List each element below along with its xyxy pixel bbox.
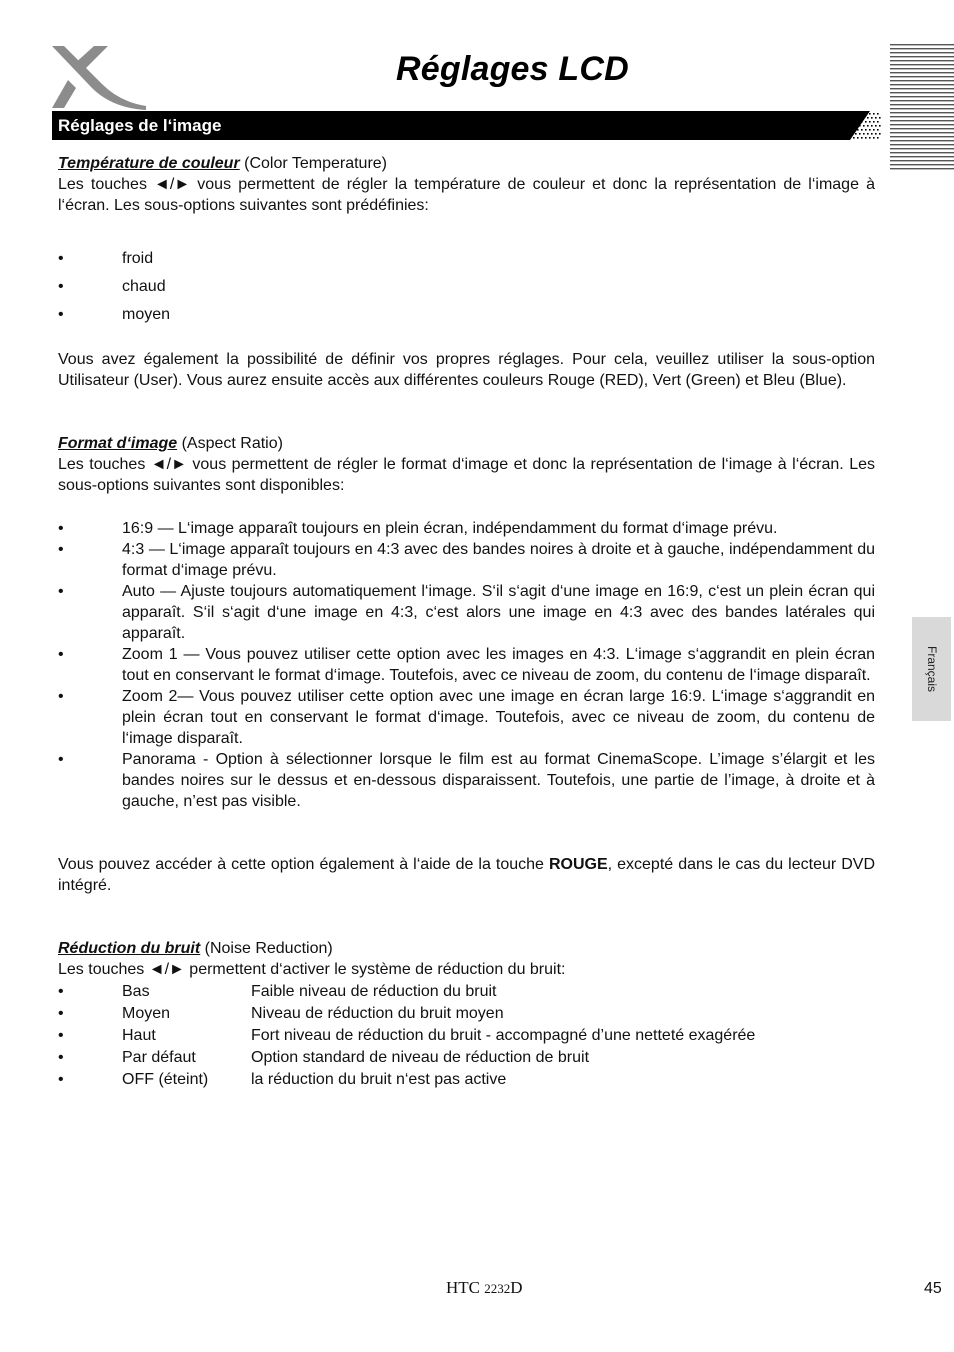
bullet-icon: •: [58, 1027, 64, 1044]
section-title: Réglages de l‘image: [58, 116, 222, 135]
color-temp-heading: [58, 153, 875, 174]
color-temp-subtitle: (Color Temperature): [239, 155, 387, 172]
noise-intro: Les touches ◄/► permettent d‘activer le système de réduction du bruit:: [58, 961, 566, 978]
page-number: 45: [924, 1280, 942, 1297]
section-header-bar: [52, 111, 882, 140]
aspect-subtitle: (Aspect Ratio): [177, 435, 283, 452]
bullet-icon: •: [58, 520, 64, 537]
bullet-icon: •: [58, 688, 64, 705]
page-title: Réglages LCD: [396, 50, 629, 88]
list-item: • OFF (éteint) la réduction du bruit n‘est pas active: [58, 1069, 875, 1091]
color-temp-intro: Les touches ◄/► vous permettent de régler la température de couleur et donc la représentation de l‘image à l‘écran. Les sous-options suivantes sont prédéfinies:: [58, 176, 875, 214]
aspect-title: Format d‘image: [58, 435, 178, 452]
footer-model: HTC 2232D: [446, 1278, 523, 1297]
color-temp-note: Vous avez également la possibilité de définir vos propres réglages. Pour cela, veuillez utiliser la sous-option Utilisateur (User). Vous aurez ensuite accès aux différentes couleurs Rouge (RED), Vert (Green) et Bleu (Blue).: [58, 351, 875, 389]
noise-subtitle: (Noise Reduction): [200, 940, 333, 957]
bullet-icon: •: [58, 541, 64, 558]
bullet-icon: •: [58, 646, 64, 663]
language-tab: [912, 617, 951, 721]
hatch-pattern: [840, 111, 882, 140]
noise-options: [58, 981, 875, 1091]
bullet-icon: •: [58, 983, 64, 1000]
bullet-icon: •: [58, 1071, 64, 1088]
list-item: • Zoom 1 — Vous pouvez utiliser cette option avec les images en 4:3. L‘image s‘aggrandit en plein écran tout en conservant le format d‘image. Toutefois, avec ce niveau de zoom, du contenu de l‘image disparaît.: [58, 646, 875, 684]
main-content: [58, 153, 875, 1091]
bullet-icon: •: [58, 751, 64, 768]
aspect-options: [58, 518, 875, 812]
list-item: • chaud: [58, 273, 875, 301]
list-item: • 16:9 — L‘image apparaît toujours en plein écran, indépendamment du format d‘image prévu.: [58, 520, 778, 537]
list-item: • moyen: [58, 301, 875, 329]
list-item: • Zoom 2— Vous pouvez utiliser cette option avec une image en écran large 16:9. L‘image s‘aggrandit en plein écran tout en conservant le format d‘image. Toutefois, avec ce niveau de zoom, du contenu de l‘image disparaît.: [58, 688, 875, 747]
color-temp-options: [58, 245, 875, 329]
bullet-icon: •: [58, 1049, 64, 1066]
bullet-icon: •: [58, 278, 64, 295]
brand-logo-x: [50, 44, 148, 110]
list-item: • Panorama - Option à sélectionner lorsque le film est au format CinemaScope. L’image s’élargit et les bandes noires sur le dessus et en-dessous disparaissent. Toutefois, une partie de l’image, à droite et à gauche, n’est pas visible.: [58, 751, 875, 810]
noise-title: Réduction du bruit: [58, 940, 201, 957]
aspect-note: Vous pouvez accéder à cette option également à l‘aide de la touche ROUGE, excepté dans le cas du lecteur DVD intégré.: [58, 856, 876, 894]
language-label: Français: [924, 645, 939, 693]
bullet-icon: •: [58, 583, 64, 600]
red-key-label: ROUGE: [548, 856, 608, 873]
decorative-stripes: [890, 44, 954, 172]
list-item: • Par défaut Option standard de niveau de réduction de bruit: [58, 1047, 875, 1069]
list-item: • Haut Fort niveau de réduction du bruit - accompagné d’une netteté exagérée: [58, 1025, 875, 1047]
bullet-icon: •: [58, 1005, 64, 1022]
noise-heading: [58, 938, 875, 959]
list-item: • 4:3 — L‘image apparaît toujours en 4:3 avec des bandes noires à droite et à gauche, indépendamment du format d‘image prévu.: [58, 541, 875, 579]
list-item: • froid: [58, 245, 875, 273]
list-item: • Bas Faible niveau de réduction du bruit: [58, 981, 875, 1003]
bullet-icon: •: [58, 306, 64, 323]
list-item: • Auto — Ajuste toujours automatiquement l‘image. S‘il s‘agit d‘une image en 16:9, c‘est un plein écran qui apparaît. S‘il s‘agit d‘une image en 4:3, c‘est alors une image en 4:3 avec des bandes latérales qui apparaît.: [58, 583, 875, 642]
aspect-heading: [58, 433, 875, 454]
color-temp-title: Température de couleur: [58, 155, 240, 172]
list-item: • Moyen Niveau de réduction du bruit moyen: [58, 1003, 875, 1025]
bullet-icon: •: [58, 250, 64, 267]
aspect-intro: Les touches ◄/► vous permettent de régler le format d‘image et donc la représentation de l‘image à l‘écran. Les sous-options suivantes sont disponibles:: [58, 456, 875, 494]
